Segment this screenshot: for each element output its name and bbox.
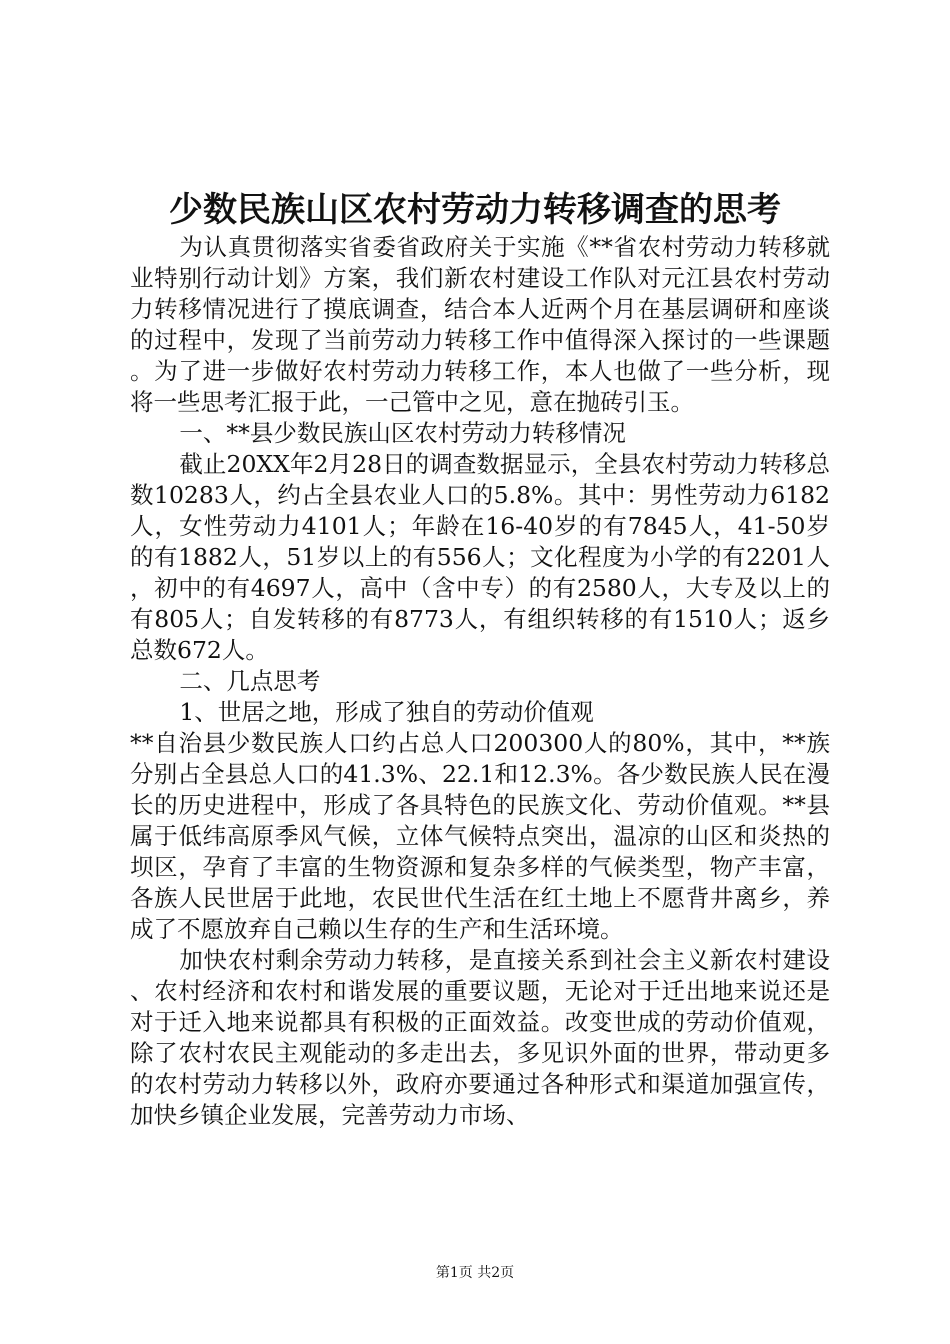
paragraph-population: **自治县少数民族人口约占总人口200300人的80%，其中，**族分别占全县总人口的41.3%、22.1和12.3%。各少数民族人民在漫长的历史进程中，形成了各具特色的民族文化、劳动价值观。**县属于低纬高原季风气候，立体气候特点突出，温凉的山区和炎热的坝区，孕育了丰富的生物资源和复杂多样的气候类型，物产丰富，各族人民世居于此地，农民世代生活在红土地上不愿背井离乡，养成了不愿放弃自己赖以生存的生产和生活环境。 [130, 729, 830, 943]
paragraph-intro: 为认真贯彻落实省委省政府关于实施《**省农村劳动力转移就业特别行动计划》方案，我们新农村建设工作队对元江县农村劳动力转移情况进行了摸底调查，结合本人近两个月在基层调研和座谈的过程中，发现了当前劳动力转移工作中值得深入探讨的一些课题。为了进一步做好农村劳动力转移工作，本人也做了一些分析，现将一些思考汇报于此，一己管中之见，意在抛砖引玉。 [130, 233, 830, 416]
document-title: 少数民族山区农村劳动力转移调查的思考 [169, 190, 781, 230]
section-heading-2: 二、几点思考 [179, 667, 321, 695]
document-body [130, 232, 830, 1131]
subsection-heading-1: 1、世居之地，形成了独自的劳动价值观 [179, 698, 594, 726]
page-footer: 第1页 共2页 [435, 1265, 515, 1281]
paragraph-survey-data: 截止20XX年2月28日的调查数据显示，全县农村劳动力转移总数10283人，约占全县农业人口的5.8%。其中：男性劳动力6182人，女性劳动力4101人；年龄在16-40岁的有7845人，41-50岁的有1882人，51岁以上的有556人；文化程度为小学的有2201人，初中的有4697人，高中（含中专）的有2580人，大专及以上的有805人；自发转移的有8773人，有组织转移的有1510人；返乡总数672人。 [130, 450, 830, 664]
section-heading-1: 一、**县少数民族山区农村劳动力转移情况 [179, 419, 626, 447]
paragraph-transfer: 加快农村剩余劳动力转移，是直接关系到社会主义新农村建设、农村经济和农村和谐发展的重要议题，无论对于迁出地来说还是对于迁入地来说都具有积极的正面效益。改变世成的劳动价值观，除了农村农民主观能动的多走出去，多见识外面的世界，带动更多的农村劳动力转移以外，政府亦要通过各种形式和渠道加强宣传，加快乡镇企业发展，完善劳动力市场、 [130, 946, 830, 1129]
